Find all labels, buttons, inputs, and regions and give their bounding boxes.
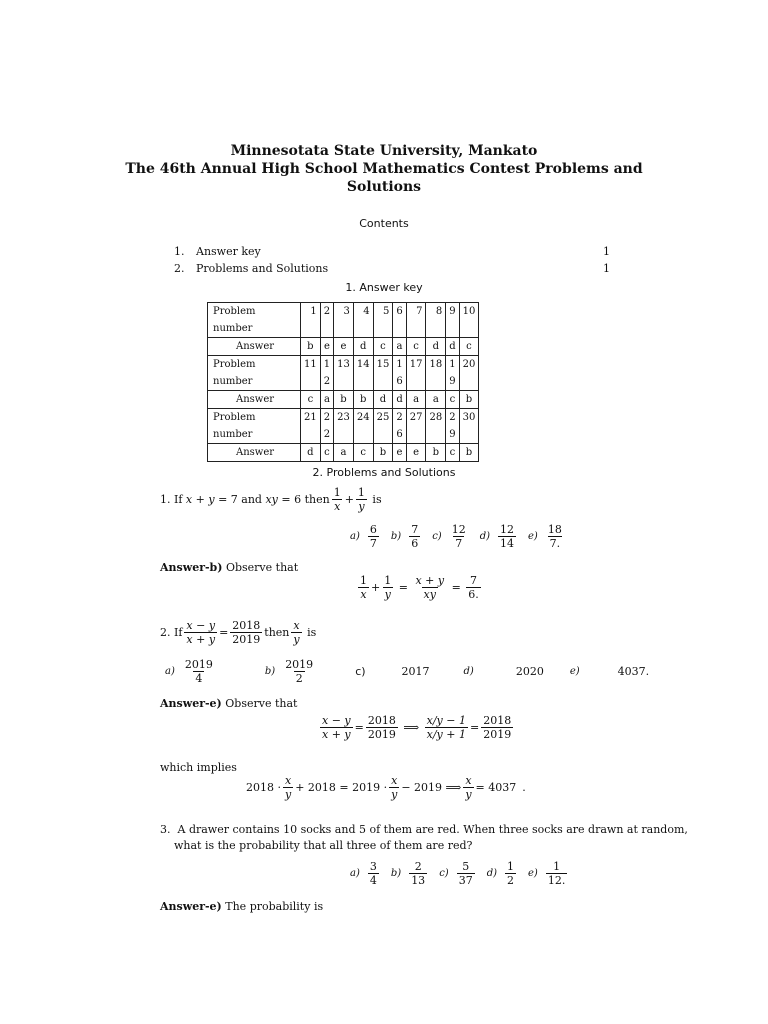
problem-text: is [307,626,317,639]
option-label: e) [528,868,538,879]
problem-number-label: Problem number [208,356,301,391]
problem-number-cell: 17 [406,356,426,391]
problem-number-cell: 1 6 [393,356,406,391]
answer-cell: c [353,444,373,462]
doc-title-line1: Minnesotata State University, Mankato [230,143,538,159]
contents-heading: Contents [359,217,409,230]
answer-cell: c [301,391,321,409]
problem-3-answer [160,900,323,913]
answer-label-cell: Answer [208,338,301,356]
answer-cell: a [426,391,446,409]
problem-number-cell: 10 [459,303,479,338]
problem-number-cell: 1 9 [446,356,459,391]
fraction: $\frac{1}{x}$ [333,486,341,513]
contents-item-number: 2. [174,262,185,275]
option-label: a) [350,868,360,879]
which-implies-text: which implies [160,761,237,774]
answer-cell: a [334,444,354,462]
option-label: b) [390,868,402,879]
problem-text: is [372,493,382,506]
contents-item-page: 1 [603,262,610,275]
problem-number-cell: 4 [353,303,373,338]
answer-cell: d [373,391,393,409]
answer-label: Answer-b) [160,561,223,574]
answer-cell: e [406,444,426,462]
problem-number-cell: 27 [406,409,426,444]
option-fraction: $\frac{1}{12.}$ [547,860,566,887]
answer-cell: a [320,391,333,409]
contents-item-label: Problems and Solutions [196,262,329,275]
answer-cell: b [459,391,479,409]
problem-number-cell: 2 2 [320,409,333,444]
problem-number-cell: 7 [406,303,426,338]
answer-label-cell: Answer [208,391,301,409]
answer-text: Observe that [225,561,299,574]
problem-number-label: Problem number [208,409,301,444]
problem-number: 3. [160,823,171,836]
problem-number-cell: 8 [426,303,446,338]
problem-text: A drawer contains 10 socks and 5 of them are red. When three socks are drawn at random, [177,823,688,836]
problem-number-cell: 2 [320,303,333,338]
answer-cell: b [353,391,373,409]
problem-number-cell: 15 [373,356,393,391]
answer-cell: b [301,338,321,356]
problem-text: If [174,493,183,506]
option-label: e) [528,531,538,542]
answer-label-cell: Answer [208,444,301,462]
option-fraction: $\frac{7}{6}$ [411,523,419,550]
problem-number-cell: 1 [301,303,321,338]
problem-number-row [208,409,479,444]
option-fraction: $\frac{3}{4}$ [369,860,377,887]
answer-cell: d [353,338,373,356]
problem-number-cell: 18 [426,356,446,391]
answer-cell: b [373,444,393,462]
problem-number-cell: 20 [459,356,479,391]
problem-number-cell: 28 [426,409,446,444]
answer-cell: c [459,338,479,356]
problem-number: 2. [160,626,171,639]
problem-number-row [208,303,479,338]
problem-1-solution: $\frac{1}{x}$ + $\frac{1}{y}$ = $\frac{x + y}{xy}$ = $\frac{7}{6.}$ [360,574,479,601]
answer-cell: e [320,338,333,356]
answer-cell: c [446,391,459,409]
option-label: c) [432,531,442,542]
option-label: b) [390,531,402,542]
option-fraction: $\frac{18}{7.}$ [547,523,562,550]
answer-label: Answer-e) [160,900,222,913]
answer-cell: c [446,444,459,462]
answer-cell: c [406,338,426,356]
answer-cell: d [301,444,321,462]
answer-cell: c [320,444,333,462]
problem-text: = 7 and [218,493,262,506]
answer-cell: e [334,338,354,356]
answer-cell: b [334,391,354,409]
problem-number-cell: 13 [334,356,354,391]
option-label: c) [439,868,449,879]
problem-number-cell: 30 [459,409,479,444]
problem-3-options [350,860,569,887]
problem-2-solution-2: 2018 · $\frac{x}{y}$ + 2018 = 2019 · $\frac{x}{y}$ − 2019 ⟹ $\frac{x}{y}$ = 4037 . [246,774,526,801]
contents-item-label: Answer key [196,245,261,258]
option-label: d) [486,868,498,879]
problem-number-cell: 25 [373,409,393,444]
contents-item-number: 1. [174,245,185,258]
answer-cell: e [393,444,406,462]
problem-number-cell: 3 [334,303,354,338]
math-expr: xy [265,493,278,506]
problem-number-cell: 23 [334,409,354,444]
problem-2-options: a) $\frac{2019}{4}$ b) $\frac{2019}{2}$ c) 2017 d) 2020 e) 4037. [165,658,650,685]
answer-key-heading: 1. Answer key [345,281,423,294]
answer-row [208,444,479,462]
problem-number-cell: 6 [393,303,406,338]
problem-number-cell: 11 [301,356,321,391]
problem-text: If [174,626,183,639]
answer-cell: d [446,338,459,356]
plus-sign: + [344,493,354,506]
problem-number-cell: 5 [373,303,393,338]
option-fraction: $\frac{2}{13}$ [411,860,426,887]
problem-1-answer [160,561,298,574]
problem-2-solution-1: $\frac{x - y}{x + y}$ = $\frac{2018}{2019}$ ⟹ $\frac{x/y - 1}{x/y + 1}$ = $\frac{2018}{2019}$ [322,714,512,741]
problem-number-cell: 21 [301,409,321,444]
problem-2-answer [160,697,297,710]
option-fraction: $\frac{12}{7}$ [451,523,466,550]
answer-cell: d [426,338,446,356]
problem-number-row [208,356,479,391]
doc-title-line2: The 46th Annual High School Mathematics Contest Problems and [125,161,643,177]
problem-1-statement [160,486,382,513]
answer-row [208,391,479,409]
problem-text: then [264,626,290,639]
answer-label: Answer-e) [160,697,222,710]
answer-cell: b [426,444,446,462]
problems-heading: 2. Problems and Solutions [312,466,456,479]
option-label: d) [479,531,491,542]
problem-number-cell: 14 [353,356,373,391]
problem-number-cell: 2 9 [446,409,459,444]
answer-cell: a [406,391,426,409]
answer-cell: c [373,338,393,356]
answer-text: Observe that [225,697,298,710]
option-label: a) [350,531,360,542]
problem-number-cell: 9 [446,303,459,338]
answer-cell: b [459,444,479,462]
doc-title-line3: Solutions [346,179,422,195]
problem-2-statement: 2. If $\frac{x - y}{x + y}$ = $\frac{2018}{2019}$ then $\frac{x}{y}$ is [160,619,317,646]
answer-cell: a [393,338,406,356]
problem-3-line1 [160,823,688,836]
math-expr: x + y [185,493,215,506]
option-fraction: $\frac{6}{7}$ [369,523,377,550]
problem-1-options [350,523,566,550]
answer-cell: d [393,391,406,409]
problem-3-line2: what is the probability that all three of them are red? [174,839,473,852]
option-fraction: $\frac{1}{2}$ [507,860,515,887]
problem-number-cell: 2 6 [393,409,406,444]
answer-key-table [207,302,479,462]
fraction: $\frac{1}{y}$ [357,486,365,513]
option-fraction: $\frac{5}{37}$ [458,860,473,887]
problem-number-label: Problem number [208,303,301,338]
contents-item-page: 1 [603,245,610,258]
answer-text: The probability is [225,900,324,913]
problem-text: = 6 then [281,493,330,506]
answer-row [208,338,479,356]
problem-number: 1. [160,493,171,506]
option-fraction: $\frac{12}{14}$ [500,523,515,550]
problem-number-cell: 24 [353,409,373,444]
contents-item-problems[interactable] [174,262,610,275]
contents-item-answer-key[interactable] [174,245,610,258]
problem-number-cell: 1 2 [320,356,333,391]
